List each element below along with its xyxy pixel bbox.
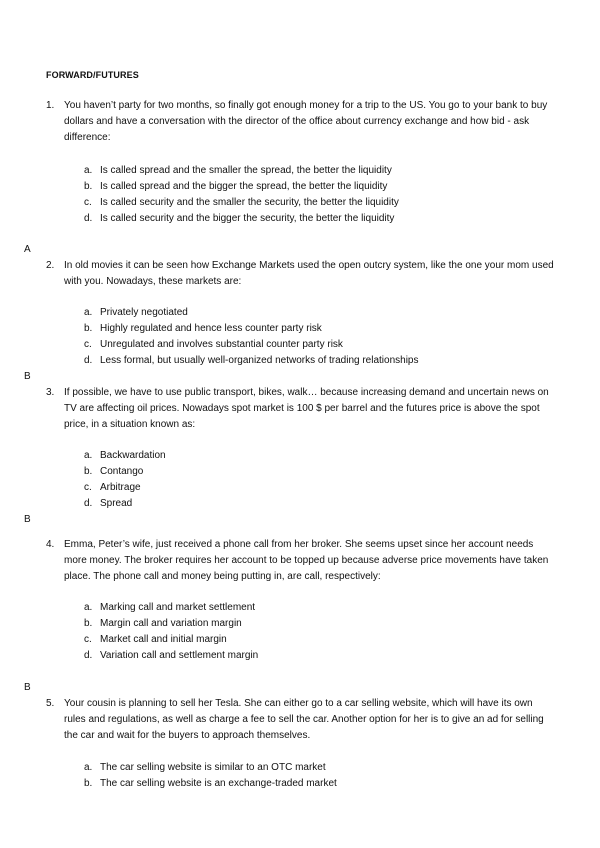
option-letter: b. xyxy=(84,323,93,334)
option xyxy=(84,321,564,337)
option xyxy=(84,760,564,776)
option xyxy=(84,648,564,664)
option-text: Contango xyxy=(100,466,144,477)
option-letter: c. xyxy=(84,197,92,208)
question-text: If possible, we have to use public transport, bikes, walk… because increasing demand and uncertain news on TV are affecting oil prices. Nowadays spot market is 100 $ per barrel and the futures price is above the spot price, in a situation known as: xyxy=(64,387,549,430)
option-text: Variation call and settlement margin xyxy=(100,650,259,661)
option-text: The car selling website is similar to an OTC market xyxy=(100,762,326,773)
page-title: FORWARD/FUTURES xyxy=(46,70,139,80)
option xyxy=(84,496,564,512)
option-text: Less formal, but usually well-organized networks of trading relationships xyxy=(100,355,419,366)
option xyxy=(84,163,564,179)
option-text: Margin call and variation margin xyxy=(100,618,242,629)
option-letter: d. xyxy=(84,213,93,224)
option-text: Backwardation xyxy=(100,450,166,461)
question-number: 4. xyxy=(46,539,55,550)
option-text: Marking call and market settlement xyxy=(100,602,256,613)
answer-3: B xyxy=(24,514,31,525)
question-text: Emma, Peter’s wife, just received a phone call from her broker. She seems upset since her account needs more money. The broker requires her account to be topped up because adverse price movements have taken place. The phone call and money being putting in, are call, respectively: xyxy=(64,539,549,582)
option-letter: b. xyxy=(84,618,93,629)
option xyxy=(84,600,564,616)
option-letter: d. xyxy=(84,498,93,509)
answer-1: A xyxy=(24,244,31,255)
option-text: The car selling website is an exchange-traded market xyxy=(100,778,337,789)
option xyxy=(84,616,564,632)
option xyxy=(84,337,564,353)
question-number: 2. xyxy=(46,260,55,271)
question-text: In old movies it can be seen how Exchange Markets used the open outcry system, like the one your mom used with you. Nowadays, these markets are: xyxy=(64,260,554,287)
option-letter: a. xyxy=(84,165,93,176)
option xyxy=(84,305,564,321)
option-letter: d. xyxy=(84,650,93,661)
option-text: Privately negotiated xyxy=(100,307,188,318)
question-5 xyxy=(46,696,556,744)
option xyxy=(84,353,564,369)
option xyxy=(84,464,564,480)
question-number: 3. xyxy=(46,387,55,398)
option-letter: c. xyxy=(84,482,92,493)
option-text: Is called security and the bigger the security, the better the liquidity xyxy=(100,213,395,224)
question-number: 1. xyxy=(46,100,55,111)
question-text: You haven’t party for two months, so finally got enough money for a trip to the US. You go to your bank to buy dollars and have a conversation with the director of the office about currency exchange and how bid - ask difference: xyxy=(64,100,548,143)
option xyxy=(84,448,564,464)
question-4 xyxy=(46,537,556,585)
options-2 xyxy=(84,305,564,369)
question-number: 5. xyxy=(46,698,55,709)
options-1 xyxy=(84,163,564,227)
option xyxy=(84,776,564,792)
option-letter: c. xyxy=(84,339,92,350)
option xyxy=(84,632,564,648)
answer-2: B xyxy=(24,371,31,382)
option-letter: b. xyxy=(84,778,93,789)
options-4 xyxy=(84,600,564,664)
options-3 xyxy=(84,448,564,512)
option-text: Market call and initial margin xyxy=(100,634,227,645)
option-text: Arbitrage xyxy=(100,482,141,493)
option-letter: b. xyxy=(84,181,93,192)
option-text: Is called security and the smaller the security, the better the liquidity xyxy=(100,197,399,208)
option-letter: a. xyxy=(84,602,93,613)
options-5 xyxy=(84,760,564,792)
answer-4: B xyxy=(24,682,31,693)
option-letter: a. xyxy=(84,307,93,318)
option xyxy=(84,480,564,496)
question-1 xyxy=(46,98,556,146)
question-2 xyxy=(46,258,556,290)
question-text: Your cousin is planning to sell her Tesla. She can either go to a car selling website, which will have its own rules and regulations, as well as charge a fee to sell the car. Another option for her is to give an ad for selling the car and wait for the buyers to approach themselves. xyxy=(64,698,544,741)
option xyxy=(84,211,564,227)
option-letter: a. xyxy=(84,762,93,773)
option-letter: b. xyxy=(84,466,93,477)
option xyxy=(84,179,564,195)
option xyxy=(84,195,564,211)
option-text: Is called spread and the bigger the spread, the better the liquidity xyxy=(100,181,388,192)
option-text: Is called spread and the smaller the spread, the better the liquidity xyxy=(100,165,392,176)
option-text: Unregulated and involves substantial counter party risk xyxy=(100,339,343,350)
option-letter: c. xyxy=(84,634,92,645)
option-letter: a. xyxy=(84,450,93,461)
question-3 xyxy=(46,385,556,433)
option-letter: d. xyxy=(84,355,93,366)
option-text: Highly regulated and hence less counter party risk xyxy=(100,323,322,334)
option-text: Spread xyxy=(100,498,133,509)
